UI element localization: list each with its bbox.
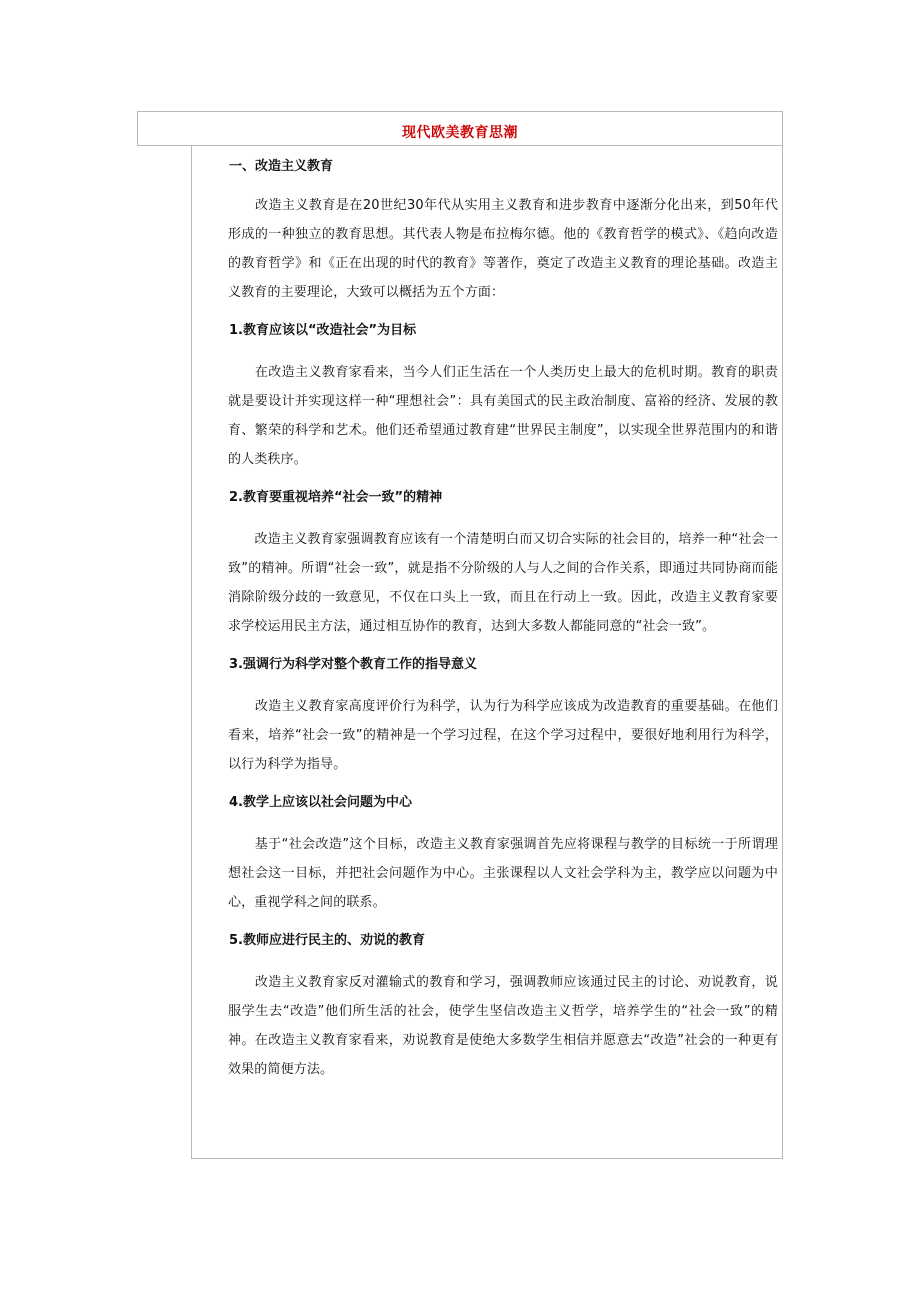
point-2-paragraph	[228, 525, 778, 641]
article-body	[228, 157, 778, 1098]
point-5-text: 改造主义教育家反对灌输式的教育和学习，强调教师应该通过民主的讨论、劝说教育，说服学生去“改造”他们所生活的社会，使学生坚信改造主义哲学，培养学生的“社会一致”的精神。在改造主义教育家看来，劝说教育是使绝大多数学生相信并愿意去“改造”社会的一种更有效果的简便方法。	[228, 975, 778, 1077]
intro-paragraph	[228, 191, 778, 307]
document-frame	[137, 111, 783, 1159]
point-3-paragraph	[228, 692, 778, 779]
page-title: 现代欧美教育思潮	[402, 125, 518, 141]
point-1-paragraph	[228, 358, 778, 474]
content-box	[191, 145, 783, 1159]
intro-text: 改造主义教育是在20世纪30年代从实用主义教育和进步教育中逐渐分化出来，到50年代形成的一种独立的教育思想。其代表人物是布拉梅尔德。他的《教育哲学的模式》、《趋向改造的教育哲学》和《正在出现的时代的教育》等著作，奠定了改造主义教育的理论基础。改造主义教育的主要理论，大致可以概括为五个方面：	[228, 198, 778, 300]
point-2-heading: 2.教育要重视培养“社会一致”的精神	[229, 490, 443, 505]
point-2-text: 改造主义教育家强调教育应该有一个清楚明白而又切合实际的社会目的，培养一种“社会一致”的精神。所谓“社会一致”，就是指不分阶级的人与人之间的合作关系，即通过共同协商而能消除阶级分歧的一致意见，不仅在口头上一致，而且在行动上一致。因此，改造主义教育家要求学校运用民主方法，通过相互协作的教育，达到大多数人都能同意的“社会一致”。	[228, 532, 778, 634]
section-heading: 一、改造主义教育	[229, 159, 334, 174]
point-4-text: 基于“社会改造”这个目标，改造主义教育家强调首先应将课程与教学的目标统一于所谓理想社会这一目标，并把社会问题作为中心。主张课程以人文社会学科为主，教学应以问题为中心，重视学科之间的联系。	[228, 837, 778, 910]
point-5-paragraph	[228, 968, 778, 1084]
title-row	[137, 111, 783, 146]
point-3-heading: 3.强调行为科学对整个教育工作的指导意义	[229, 657, 477, 672]
point-3-text: 改造主义教育家高度评价行为科学，认为行为科学应该成为改造教育的重要基础。在他们看来，培养“社会一致”的精神是一个学习过程，在这个学习过程中，要很好地利用行为科学，以行为科学为指导。	[228, 699, 778, 772]
point-1-text: 在改造主义教育家看来，当今人们正生活在一个人类历史上最大的危机时期。教育的职责就是要设计并实现这样一种“理想社会”：具有美国式的民主政治制度、富裕的经济、发展的教育、繁荣的科学和艺术。他们还希望通过教育建“世界民主制度”，以实现全世界范围内的和谐的人类秩序。	[228, 365, 778, 467]
point-4-paragraph	[228, 830, 778, 917]
point-1-heading: 1.教育应该以“改造社会”为目标	[229, 323, 417, 338]
point-5-heading: 5.教师应进行民主的、劝说的教育	[229, 933, 425, 948]
point-4-heading: 4.教学上应该以社会问题为中心	[229, 795, 412, 810]
